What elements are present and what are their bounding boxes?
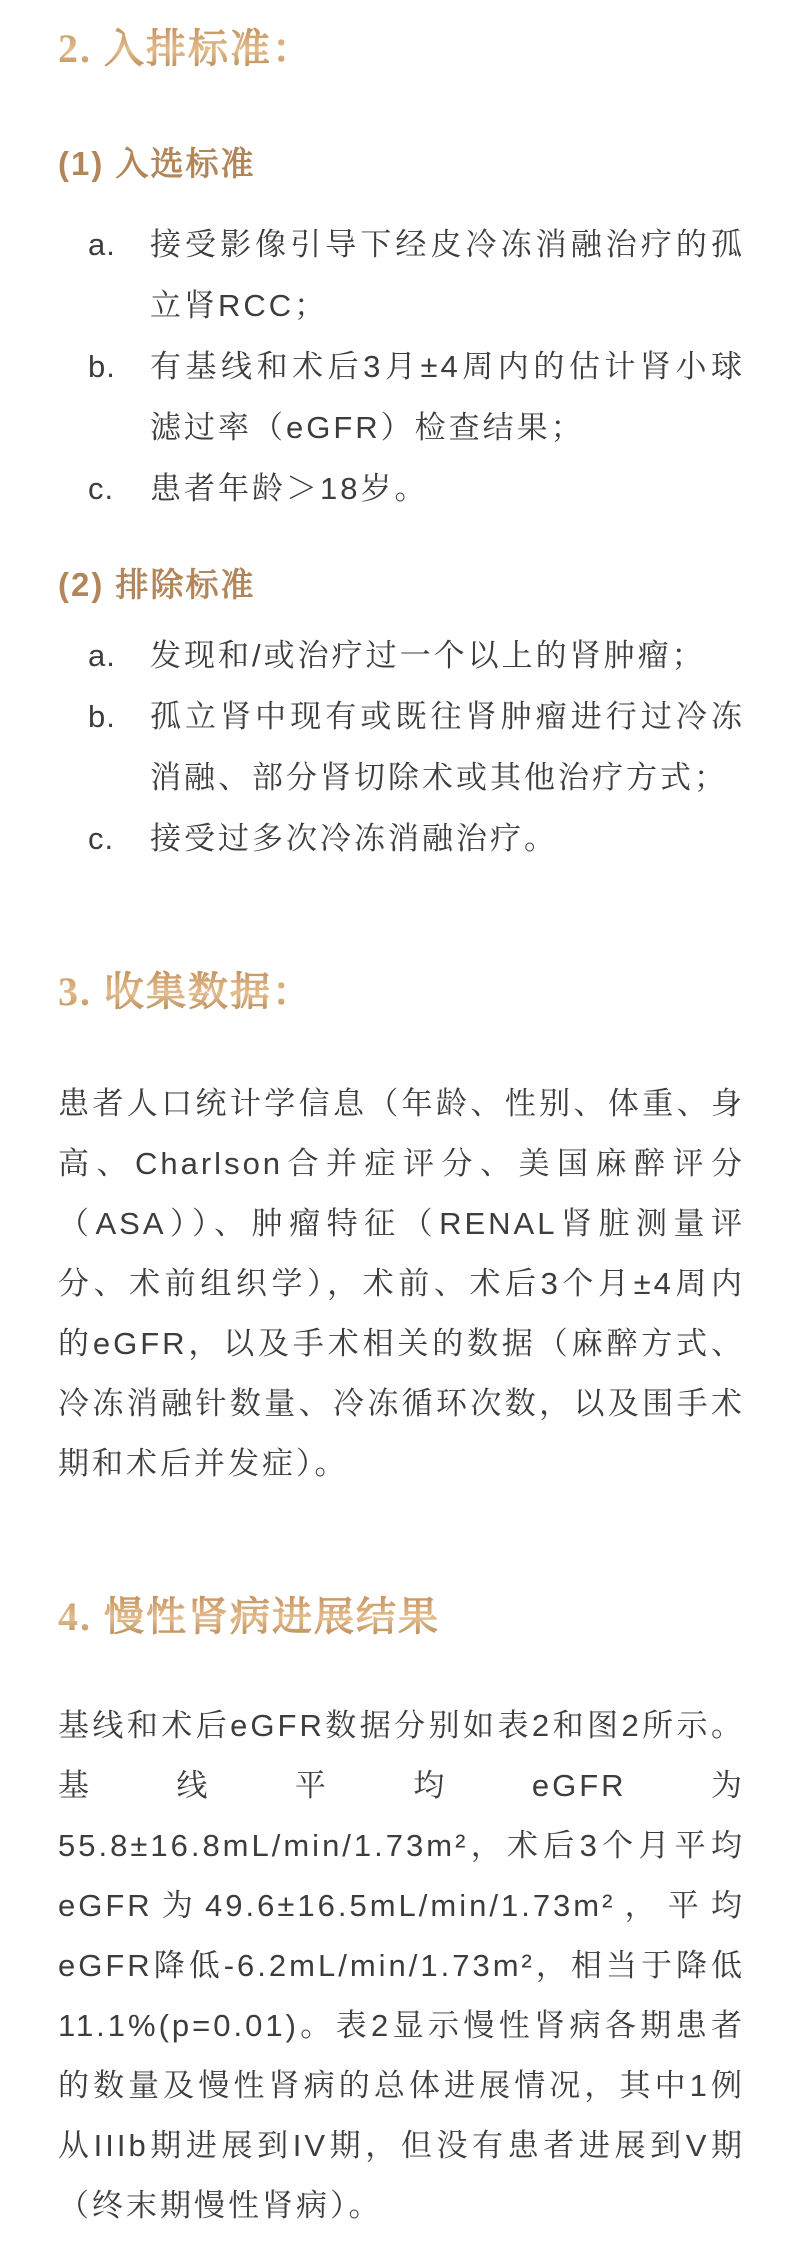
list-item-text: 接受过多次冷冻消融治疗。	[150, 821, 558, 856]
list-item	[58, 625, 745, 686]
list-item-marker: c.	[88, 471, 115, 506]
list-item-marker: b.	[88, 349, 116, 384]
article-content	[0, 23, 800, 2236]
section-heading-ckd-progression: 4. 慢性肾病进展结果	[58, 1591, 745, 1643]
subheading-exclusion-criteria: (2) 排除标准	[58, 566, 256, 603]
list-item	[58, 686, 745, 808]
list-item-text: 发现和/或治疗过一个以上的肾肿瘤；	[150, 638, 706, 673]
section-heading-criteria: 2. 入排标准：	[58, 23, 745, 75]
data-collection-paragraph: 患者人口统计学信息（年龄、性别、体重、身高、Charlson合并症评分、美国麻醉评分（ASA））、肿瘤特征（RENAL肾脏测量评分、术前组织学），术前、术后3个月±4周内的eGFR，以及手术相关的数据（麻醉方式、冷冻消融针数量、冷冻循环次数，以及围手术期和术后并发症）。	[58, 1086, 745, 1481]
list-item-marker: a.	[88, 638, 116, 673]
list-item	[58, 214, 745, 336]
section-heading-data-collection: 3. 收集数据：	[58, 966, 745, 1018]
list-item-text: 患者年龄＞18岁。	[150, 471, 429, 506]
list-item-text: 孤立肾中现有或既往肾肿瘤进行过冷冻消融、部分肾切除术或其他治疗方式；	[150, 699, 745, 795]
list-item-marker: a.	[88, 227, 116, 262]
ckd-progression-paragraph: 基线和术后eGFR数据分别如表2和图2所示。基线平均eGFR为55.8±16.8mL/min/1.73m²，术后3个月平均eGFR为49.6±16.5mL/min/1.73m²，平均eGFR降低-6.2mL/min/1.73m²，相当于降低11.1%(p=0.01)。表2显示慢性肾病各期患者的数量及慢性肾病的总体进展情况，其中1例从IIIb期进展到IV期，但没有患者进展到V期（终末期慢性肾病）。	[58, 1708, 745, 2223]
subheading-inclusion-criteria: (1) 入选标准	[58, 145, 256, 182]
list-item-text: 有基线和术后3月±4周内的估计肾小球滤过率（eGFR）检查结果；	[150, 349, 745, 445]
list-item-marker: c.	[88, 821, 115, 856]
list-item	[58, 336, 745, 458]
list-item	[58, 808, 745, 869]
inclusion-criteria-list	[58, 214, 745, 519]
list-item-text: 接受影像引导下经皮冷冻消融治疗的孤立肾RCC；	[150, 227, 745, 323]
list-item	[58, 458, 745, 519]
list-item-marker: b.	[88, 699, 116, 734]
exclusion-criteria-list	[58, 625, 745, 869]
